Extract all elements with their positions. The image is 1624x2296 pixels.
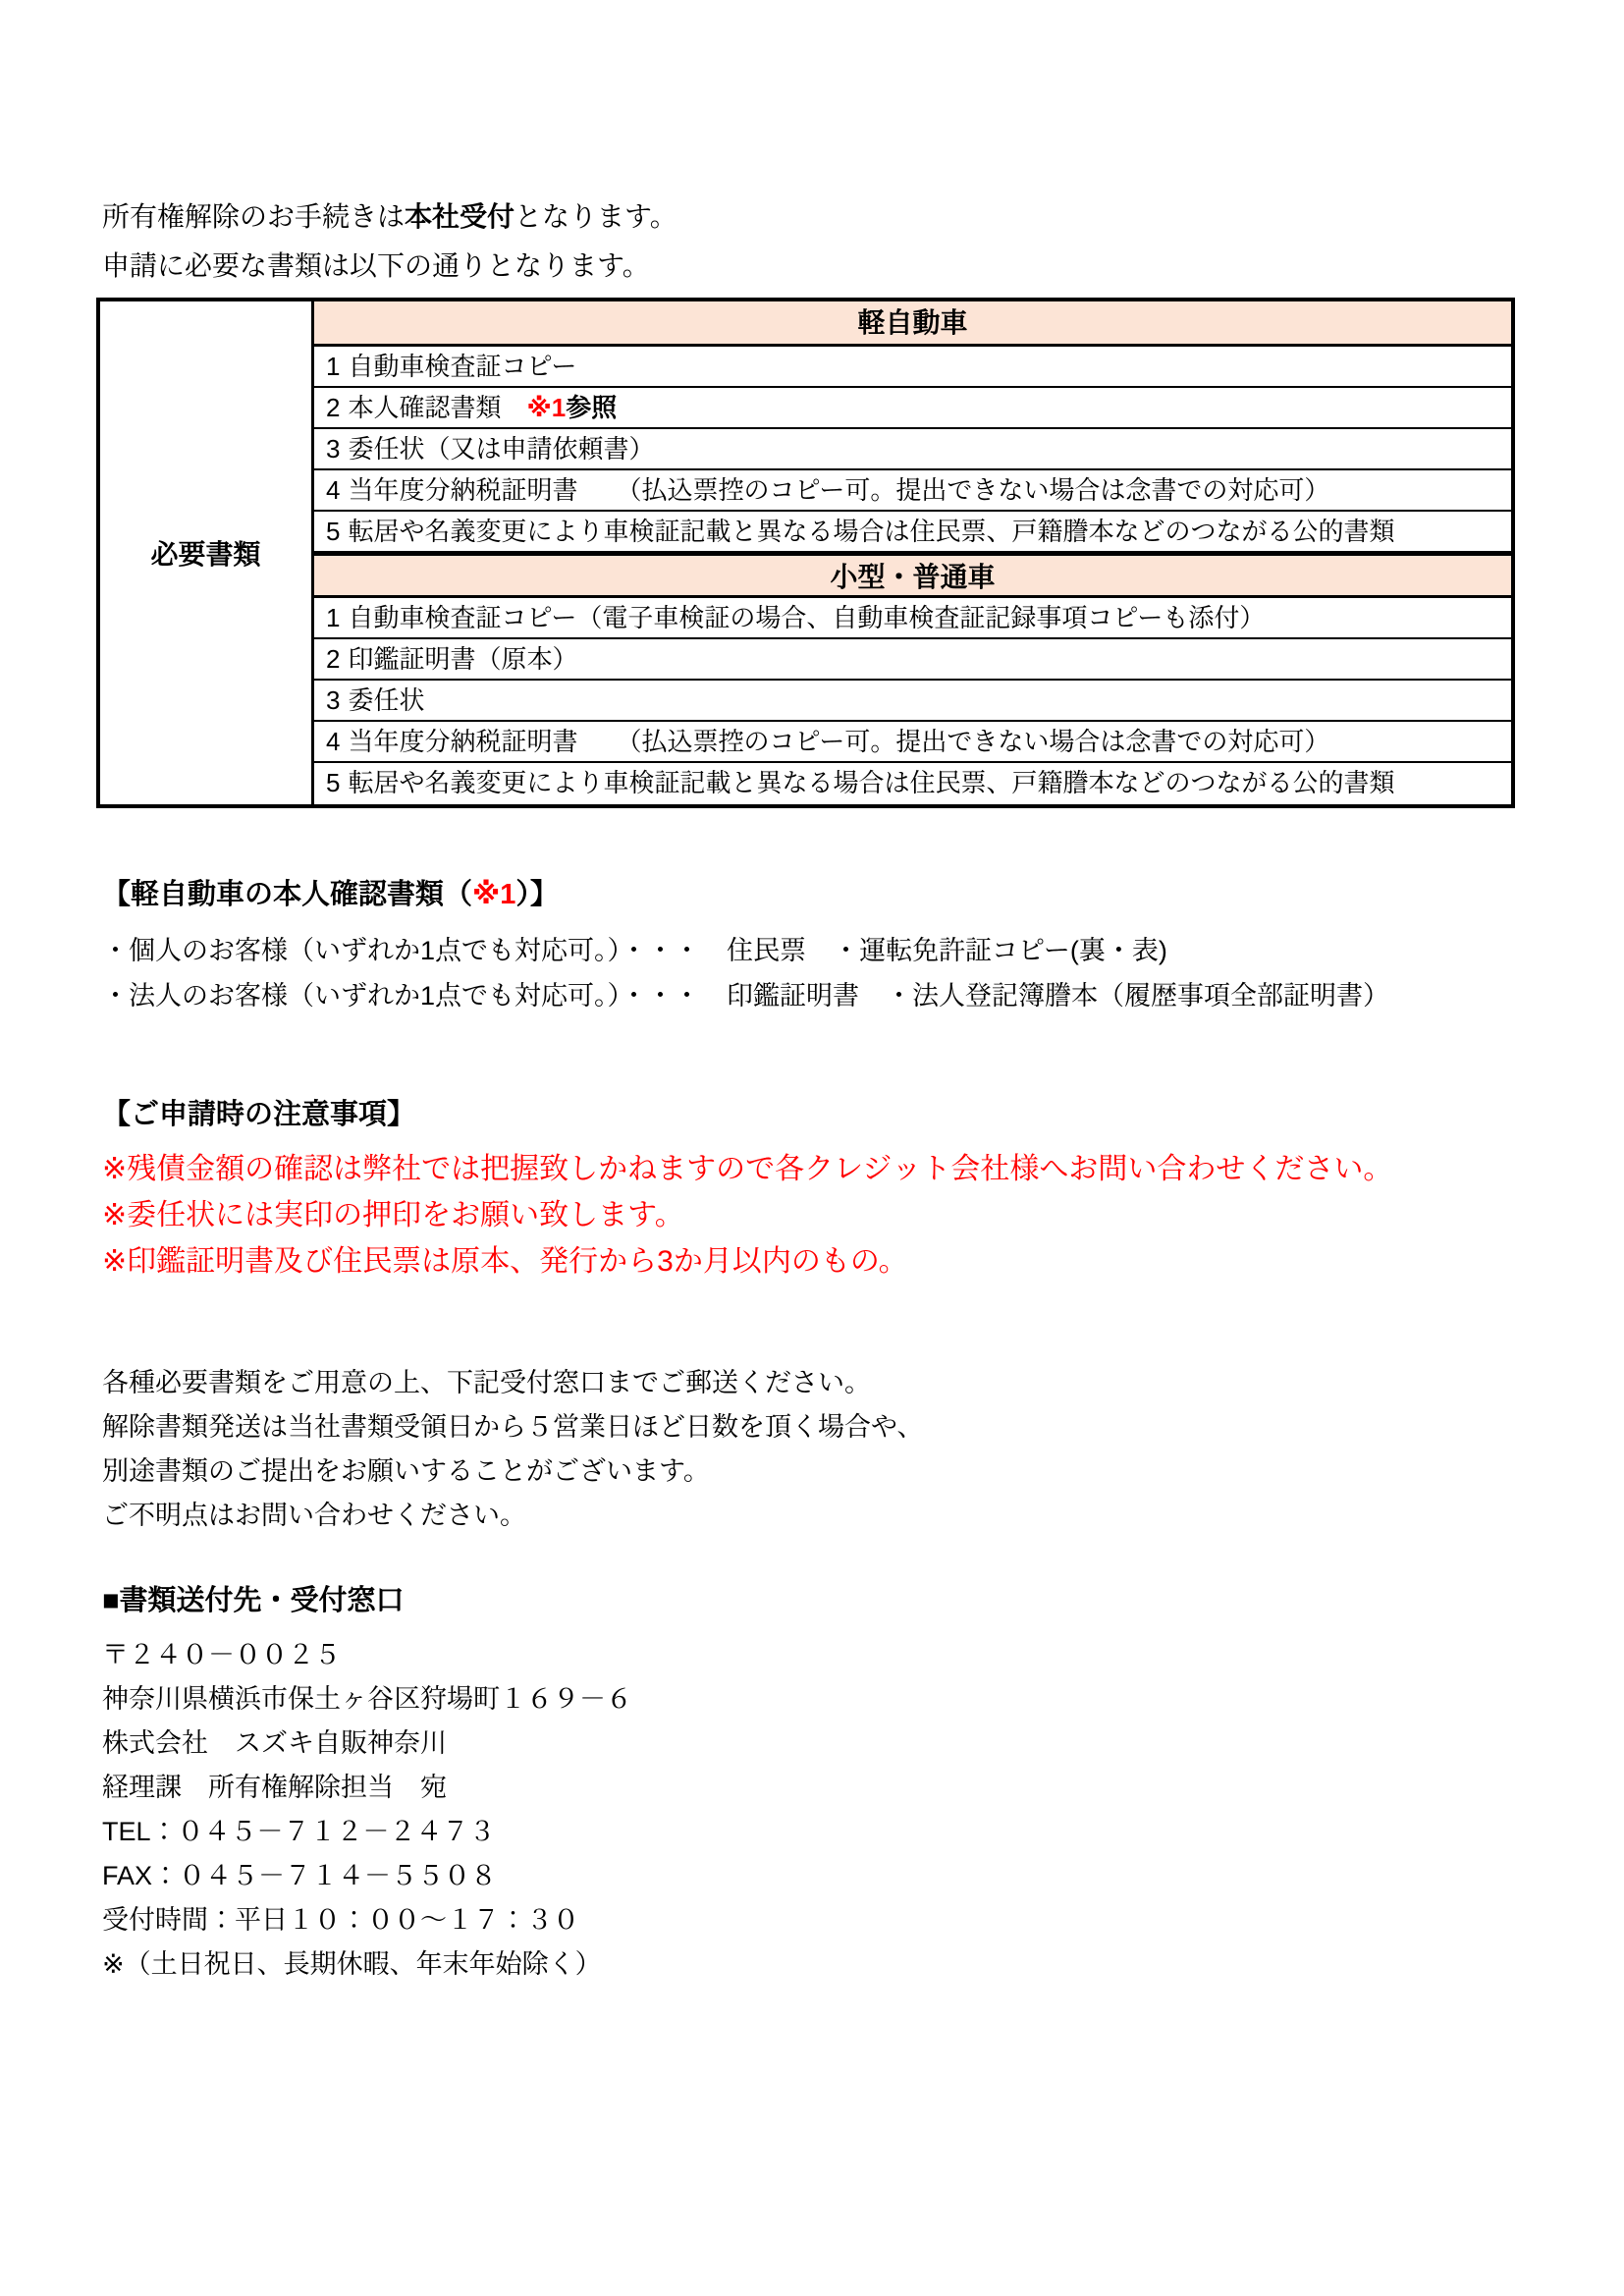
kei-row-5 xyxy=(314,512,1511,553)
kei-row-4 xyxy=(314,470,1511,512)
row-number: 1 xyxy=(326,603,341,632)
tel-line: TEL：０４５－７１２－２４７３ xyxy=(102,1817,496,1846)
row-number: 3 xyxy=(326,434,341,464)
row-number: 2 xyxy=(326,393,341,422)
futsu-row-5 xyxy=(314,763,1511,804)
required-documents-table xyxy=(96,298,1515,808)
row-number: 5 xyxy=(326,768,341,797)
intro-line-1-pre: 所有権解除のお手続きは xyxy=(102,201,406,232)
identity-docs-item-corporate: ・法人のお客様（いずれか1点でも対応可。）・・・ 印鑑証明書 ・法人登記簿謄本（履歴事項全部証明書） xyxy=(102,981,1390,1011)
table-row-label: 必要書類 xyxy=(100,301,314,804)
row-text: 印鑑証明書（原本） xyxy=(348,644,578,674)
department-line: 経理課 所有権解除担当 宛 xyxy=(102,1773,447,1802)
heading-post: ）】 xyxy=(515,879,559,910)
kei-row-2 xyxy=(314,388,1511,429)
row-text: 転居や名義変更により車検証記載と異なる場合は住民票、戸籍謄本などのつながる公的書類 xyxy=(348,517,1395,546)
mailing-line-4: ご不明点はお問い合わせください。 xyxy=(102,1501,526,1530)
application-notes-section xyxy=(102,1092,1392,1285)
application-notes-heading: 【ご申請時の注意事項】 xyxy=(102,1099,416,1130)
note-line-remaining-balance: ※残債金額の確認は弊社では把握致しかねますので各クレジット会社様へお問い合わせください。 xyxy=(102,1153,1393,1185)
row-text: 転居や名義変更により車検証記載と異なる場合は住民票、戸籍謄本などのつながる公的書類 xyxy=(348,768,1395,797)
futsu-section-header: 小型・普通車 xyxy=(314,553,1511,598)
kei-identity-docs-section xyxy=(102,872,1389,1018)
contact-heading: ■書類送付先・受付窓口 xyxy=(102,1585,405,1616)
row-text: 当年度分納税証明書 （払込票控のコピー可。提出できない場合は念書での対応可） xyxy=(348,475,1330,505)
address-line: 神奈川県横浜市保土ヶ谷区狩場町１６９－６ xyxy=(102,1684,632,1714)
intro-line-2: 申請に必要な書類は以下の通りとなります。 xyxy=(102,250,650,281)
kei-row-1 xyxy=(314,347,1511,388)
mailing-line-3: 別途書類のご提出をお願いすることがございます。 xyxy=(102,1456,710,1486)
mailing-instructions xyxy=(102,1361,923,1538)
hours-note-line: ※（土日祝日、長期休暇、年末年始除く） xyxy=(102,1949,602,1979)
intro-line-1 xyxy=(102,192,677,242)
row-number: 3 xyxy=(326,685,341,715)
note-line-seal: ※委任状には実印の押印をお願い致します。 xyxy=(102,1199,684,1231)
mailing-line-2: 解除書類発送は当社書類受領日から５営業日ほど日数を頂く場合や、 xyxy=(102,1412,924,1442)
hours-line: 受付時間：平日１０：００～１７：３０ xyxy=(102,1905,579,1935)
kei-section-header: 軽自動車 xyxy=(314,301,1511,347)
note-line-originals: ※印鑑証明書及び住民票は原本、発行から3か月以内のもの。 xyxy=(102,1245,908,1278)
intro-line-1-bold: 本社受付 xyxy=(405,201,515,232)
heading-ref-mark: ※1 xyxy=(472,879,516,910)
contact-section xyxy=(102,1579,632,1987)
futsu-row-4 xyxy=(314,722,1511,763)
postal-code: 〒２４０－００２５ xyxy=(102,1640,341,1669)
identity-docs-item-individual: ・個人のお客様（いずれか1点でも対応可。）・・・ 住民票 ・運転免許証コピー(裏・表) xyxy=(102,936,1167,965)
row-text: 委任状 xyxy=(348,685,425,715)
ref-mark-suffix: 参照 xyxy=(566,393,618,422)
row-number: 4 xyxy=(326,727,341,756)
row-number: 2 xyxy=(326,644,341,674)
futsu-row-3 xyxy=(314,681,1511,722)
row-text: 自動車検査証コピー xyxy=(348,352,577,381)
table-content-column xyxy=(314,301,1511,804)
fax-line: FAX：０４５－７１４－５５０８ xyxy=(102,1861,498,1890)
company-name: 株式会社 スズキ自販神奈川 xyxy=(102,1728,447,1758)
intro-line-1-post: となります。 xyxy=(514,201,677,232)
row-number: 1 xyxy=(326,352,341,381)
ref-mark-red: ※1 xyxy=(526,393,567,422)
row-text: 自動車検査証コピー（電子車検証の場合、自動車検査証記録事項コピーも添付） xyxy=(348,603,1266,632)
kei-row-3 xyxy=(314,429,1511,470)
row-text: 本人確認書類 xyxy=(348,393,502,422)
row-number: 4 xyxy=(326,475,341,505)
futsu-row-2 xyxy=(314,639,1511,681)
intro-paragraph xyxy=(102,192,677,291)
kei-identity-docs-heading xyxy=(102,872,1389,912)
row-number: 5 xyxy=(326,517,341,546)
heading-pre: 【軽自動車の本人確認書類（ xyxy=(102,879,473,910)
futsu-row-1 xyxy=(314,598,1511,639)
row-text: 当年度分納税証明書 （払込票控のコピー可。提出できない場合は念書での対応可） xyxy=(348,727,1330,756)
mailing-line-1: 各種必要書類をご用意の上、下記受付窓口までご郵送ください。 xyxy=(102,1368,871,1397)
row-text: 委任状（又は申請依頼書） xyxy=(348,434,655,464)
